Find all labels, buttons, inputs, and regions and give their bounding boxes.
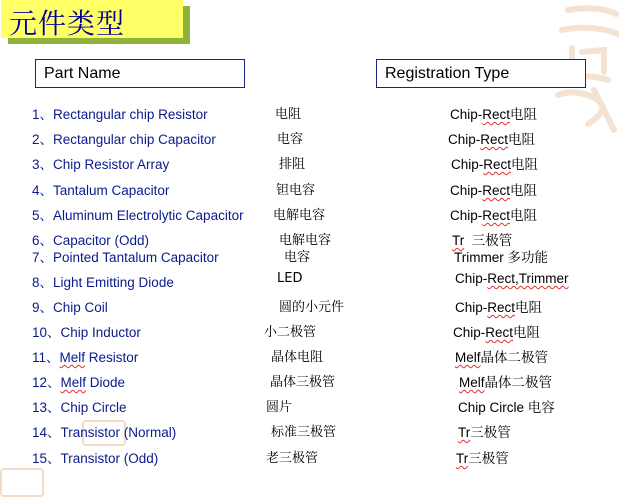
row-number: 15、	[32, 451, 61, 466]
chinese-name-cell: 电阻	[275, 107, 302, 122]
part-name-cell	[32, 346, 138, 366]
part-name-text: Light Emitting Diode	[53, 275, 174, 290]
part-name-text: Chip Resistor Array	[53, 157, 170, 172]
part-name-header	[35, 59, 245, 88]
chinese-name-cell: 钽电容	[276, 183, 316, 198]
row-number: 10、	[32, 325, 61, 340]
part-name-text: Tantalum Capacitor	[53, 183, 170, 198]
table-row	[0, 271, 619, 291]
table-row	[0, 421, 619, 441]
row-number: 13、	[32, 400, 61, 415]
chinese-name-cell: 电容	[277, 132, 304, 147]
part-name-text: Melf Diode	[60, 375, 126, 390]
row-number: 2、	[32, 132, 54, 147]
table-row	[0, 179, 619, 199]
part-name-cell	[32, 128, 216, 148]
row-number: 7、	[32, 250, 54, 265]
decorative-seal-corner	[0, 468, 44, 497]
table-row	[0, 246, 619, 266]
chinese-name-cell: 老三极管	[266, 451, 319, 466]
part-name-text: Capacitor (Odd)	[53, 233, 150, 248]
registration-type-cell: Trimmer 多功能	[454, 250, 548, 265]
part-name-header-label: Part Name	[44, 65, 121, 82]
part-name-cell	[32, 296, 108, 316]
row-number: 14、	[32, 425, 61, 440]
chinese-name-cell: 电解电容	[273, 208, 326, 223]
part-name-text: Aluminum Electrolytic Capacitor	[53, 208, 244, 223]
registration-type-cell: Melf晶体二极管	[455, 350, 549, 365]
table-row	[0, 371, 619, 391]
chinese-name-cell: 小二极管	[264, 325, 317, 340]
table-row	[0, 321, 619, 341]
registration-type-cell: Tr三极管	[456, 451, 509, 466]
table-row	[0, 346, 619, 366]
row-number: 8、	[32, 275, 54, 290]
row-number: 1、	[32, 107, 54, 122]
registration-type-header-label: Registration Type	[385, 65, 510, 82]
row-number: 6、	[32, 233, 54, 248]
registration-type-cell: Tr 三极管	[452, 233, 513, 248]
table-row	[0, 103, 619, 123]
part-name-text: Rectangular chip Capacitor	[53, 132, 216, 147]
chinese-name-cell: 标准三极管	[271, 425, 337, 440]
part-name-text: Rectangular chip Resistor	[53, 107, 208, 122]
part-name-text: Pointed Tantalum Capacitor	[53, 250, 219, 265]
page-title: 元件类型	[9, 7, 126, 40]
row-number: 5、	[32, 208, 54, 223]
part-name-text: Melf Resistor	[59, 350, 139, 365]
part-name-text: Chip Inductor	[60, 325, 141, 340]
part-name-text: Transistor (Odd)	[60, 451, 159, 466]
chinese-name-cell: 圆的小元件	[279, 300, 345, 315]
chinese-name-cell: 晶体电阻	[271, 350, 324, 365]
chinese-name-cell: 晶体三极管	[270, 375, 336, 390]
part-name-cell	[32, 204, 244, 224]
part-name-cell	[32, 271, 174, 291]
chinese-name-cell: 电解电容	[279, 233, 332, 248]
chinese-name-cell: 排阻	[279, 157, 306, 172]
registration-type-cell: Chip-Rect,Trimmer	[455, 271, 569, 286]
registration-type-cell: Chip-Rect电阻	[448, 132, 536, 147]
row-number: 9、	[32, 300, 54, 315]
part-name-cell	[32, 447, 158, 467]
table-row	[0, 396, 619, 416]
registration-type-cell: Chip-Rect电阻	[451, 157, 539, 172]
registration-type-header	[376, 59, 586, 88]
part-name-cell	[32, 153, 169, 173]
table-row	[0, 128, 619, 148]
part-name-cell	[32, 396, 127, 416]
chinese-name-cell: 圆片	[266, 400, 293, 415]
part-name-text: Chip Circle	[60, 400, 127, 415]
title-box	[1, 0, 183, 38]
registration-type-cell: Chip-Rect电阻	[453, 325, 541, 340]
row-number: 12、	[32, 375, 61, 390]
table-row	[0, 296, 619, 316]
table-row	[0, 204, 619, 224]
part-name-cell	[32, 421, 176, 441]
registration-type-cell: Chip Circle 电容	[458, 400, 555, 415]
registration-type-cell: Chip-Rect电阻	[455, 300, 543, 315]
part-name-cell	[32, 179, 169, 199]
part-name-cell	[32, 103, 208, 123]
part-name-cell	[32, 371, 125, 391]
part-name-cell	[32, 321, 141, 341]
row-number: 11、	[32, 350, 60, 365]
registration-type-cell: Tr三极管	[458, 425, 511, 440]
registration-type-cell: Chip-Rect电阻	[450, 208, 538, 223]
chinese-name-cell: 电容	[284, 250, 311, 265]
part-name-cell	[32, 246, 219, 266]
row-number: 3、	[32, 157, 54, 172]
registration-type-cell: Chip-Rect电阻	[450, 183, 538, 198]
part-name-text: Transistor (Normal)	[60, 425, 177, 440]
registration-type-cell: Chip-Rect电阻	[450, 107, 538, 122]
registration-type-cell: Melf晶体二极管	[459, 375, 553, 390]
part-name-text: Chip Coil	[53, 300, 108, 315]
chinese-name-cell: LED	[277, 271, 303, 286]
table-row	[0, 153, 619, 173]
table-row	[0, 447, 619, 467]
row-number: 4、	[32, 183, 54, 198]
